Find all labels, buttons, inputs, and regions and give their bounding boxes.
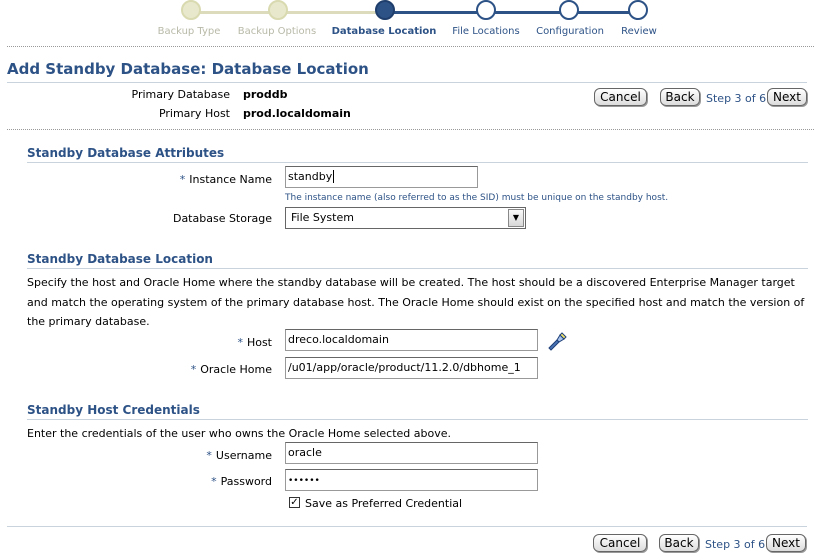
divider: [7, 46, 814, 47]
section-rule: [27, 162, 808, 163]
cancel-button-label: Cancel: [600, 90, 641, 104]
section-heading-attributes: Standby Database Attributes: [27, 146, 225, 160]
divider: [7, 129, 814, 130]
train-connector-todo: [387, 11, 640, 14]
back-button-label: Back: [665, 90, 695, 104]
cancel-button[interactable]: [594, 88, 647, 106]
location-description: Specify the host and Oracle Home where the standby database will be created. The host should be a discovered Enterprise Manager target and match the operating system of the primary database host. The Oracle Home should exist on the specified host and match the version of the primary database.: [27, 276, 805, 328]
flashlight-search-icon[interactable]: [547, 331, 567, 351]
chevron-down-icon[interactable]: ▼: [508, 209, 524, 227]
cancel-button-label: Cancel: [599, 536, 641, 550]
primary-database-label: Primary Database: [131, 88, 230, 101]
section-heading-location: Standby Database Location: [27, 252, 213, 266]
host-label: [22, 336, 272, 349]
train-step-backup-options: Backup Options: [237, 26, 317, 37]
username-input[interactable]: [285, 442, 538, 464]
database-storage-select[interactable]: [285, 207, 526, 229]
asterisk-icon: *: [179, 173, 186, 186]
next-button-label: Next: [772, 536, 800, 550]
host-input[interactable]: [285, 329, 538, 351]
oracle-home-label: [22, 363, 272, 376]
oracle-home-label-text: Oracle Home: [200, 363, 272, 376]
cancel-button-bottom[interactable]: [593, 534, 647, 552]
back-button-bottom[interactable]: [659, 534, 699, 552]
asterisk-icon: *: [237, 336, 243, 349]
asterisk-icon: *: [206, 449, 212, 462]
step-indicator-bottom: Step 3 of 6: [705, 538, 766, 551]
train-step-dot-configuration[interactable]: [559, 0, 579, 20]
password-input[interactable]: [285, 469, 538, 491]
next-button[interactable]: [767, 88, 807, 106]
back-button[interactable]: [660, 88, 700, 106]
train-step-file-locations[interactable]: File Locations: [452, 26, 520, 37]
train-step-dot-backup-options: [268, 0, 288, 20]
back-button-label: Back: [664, 536, 694, 550]
title-underline: [7, 82, 807, 83]
password-value: ••••••: [288, 476, 320, 486]
train-step-dot-database-location: [375, 0, 395, 20]
save-preferred-credential-label: Save as Preferred Credential: [305, 497, 463, 510]
database-storage-value: File System: [291, 211, 354, 224]
primary-host-value: prod.localdomain: [243, 107, 351, 120]
username-label-text: Username: [215, 449, 272, 462]
train-step-database-location: Database Location: [331, 26, 437, 37]
host-label-text: Host: [246, 336, 272, 349]
train-step-dot-review[interactable]: [628, 0, 648, 20]
password-label-text: Password: [220, 475, 272, 488]
oracle-home-input[interactable]: [285, 357, 538, 379]
section-heading-credentials: Standby Host Credentials: [27, 403, 200, 417]
username-label: [22, 449, 272, 462]
password-label: [22, 475, 272, 488]
train-step-configuration[interactable]: Configuration: [536, 26, 604, 37]
text-cursor: [333, 170, 334, 183]
train-connector-done: [192, 11, 387, 14]
section-rule: [27, 419, 808, 420]
oracle-home-value: /u01/app/oracle/product/11.2.0/dbhome_1: [288, 361, 521, 374]
next-button-label: Next: [773, 90, 801, 104]
train-step-dot-file-locations[interactable]: [476, 0, 496, 20]
train-step-backup-type: Backup Type: [157, 26, 221, 37]
asterisk-icon: *: [190, 363, 197, 376]
train-step-review[interactable]: Review: [621, 26, 657, 37]
primary-host-label: Primary Host: [158, 107, 230, 120]
bottom-rule: [7, 526, 807, 527]
username-value: oracle: [288, 446, 322, 459]
checkmark-icon: ✓: [290, 497, 299, 508]
database-storage-label: Database Storage: [172, 212, 272, 225]
page-title: Add Standby Database: Database Location: [7, 60, 369, 78]
section-rule: [27, 268, 808, 269]
instance-name-label: [22, 173, 272, 186]
save-preferred-credential-checkbox[interactable]: [289, 497, 300, 508]
instance-name-label-text: Instance Name: [189, 173, 272, 186]
instance-name-hint: The instance name (also referred to as the SID) must be unique on the standby host.: [285, 193, 669, 203]
instance-name-input[interactable]: [285, 166, 478, 188]
credentials-description: Enter the credentials of the user who owns the Oracle Home selected above.: [27, 427, 452, 440]
host-value: dreco.localdomain: [288, 333, 389, 346]
next-button-bottom[interactable]: [766, 534, 806, 552]
asterisk-icon: *: [211, 475, 217, 488]
primary-database-value: proddb: [243, 88, 288, 101]
train-step-dot-backup-type: [181, 0, 201, 20]
instance-name-value: standby: [288, 170, 333, 183]
step-indicator: Step 3 of 6: [706, 92, 767, 105]
